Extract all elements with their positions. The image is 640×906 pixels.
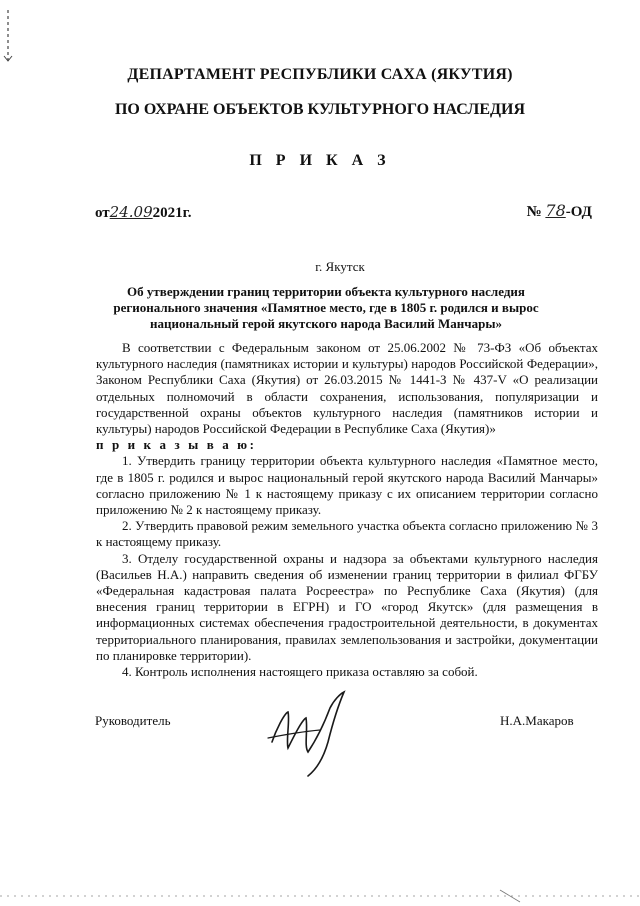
preamble: В соответствии с Федеральным законом от 25.06.2002 № 73-ФЗ «Об объектах культурного наследия (памятниках истории и культуры) народов Российской Федерации», Законом Республики Саха (Якутия) от 26.03.2015 № 1441-З № 437-V «О реализации отдельных полномочий в области сохранения, использования, популяризации и государственной охраны объектов культурного наследия (памятников истории и культуры) народов Российской Федерации в Республике Саха (Якутия)» bbox=[96, 340, 598, 437]
date-prefix: от bbox=[95, 205, 110, 221]
scan-edge-noise bbox=[0, 886, 640, 906]
decree-word: п р и к а з ы в а ю: bbox=[96, 437, 257, 453]
item-3: 3. Отделу государственной охраны и надзора за объектами культурного наследия (Васильев Н.А.) направить сведения об изменении границ территории в филиал ФГБУ «Федеральная кадастровая палата Росреестра» по Республике Саха (Якутия) (для внесения границ территории в ЕГРН) и ГО «город Якутск» (для размещения в информационных системах обеспечения градостроительной деятельности, в документах территориального планирования, правилах землепользования и застройки, документации по планировке территории). bbox=[96, 550, 598, 663]
order-subject: Об утверждении границ территории объекта культурного наследия регионального значения «Памятное место, где в 1805 г. родился и вырос национальный герой якутского народа Василий Манчары» bbox=[113, 284, 539, 331]
department-title-line2: ПО ОХРАНЕ ОБЪЕКТОВ КУЛЬТУРНОГО НАСЛЕДИЯ bbox=[114, 101, 526, 118]
number-handwritten: 78 bbox=[545, 201, 566, 220]
item-1: 1. Утвердить границу территории объекта культурного наследия «Памятное место, где в 1805 г. родился и вырос национальный герой якутского народа Василий Манчары» согласно приложению № 1 к настоящему приказу с их описанием территории согласно приложению № 2 к настоящему приказу. bbox=[96, 453, 598, 518]
signatory-role: Руководитель bbox=[95, 713, 171, 728]
document-type: П Р И К А З bbox=[249, 152, 391, 169]
item-4: 4. Контроль исполнения настоящего приказа оставляю за собой. bbox=[122, 664, 478, 680]
number-prefix: № bbox=[526, 204, 542, 220]
order-date bbox=[95, 203, 192, 222]
date-suffix: 2021г. bbox=[152, 205, 192, 221]
order-number bbox=[527, 201, 592, 221]
department-title-line1: ДЕПАРТАМЕНТ РЕСПУБЛИКИ САХА (ЯКУТИЯ) bbox=[127, 66, 513, 83]
city: г. Якутск bbox=[315, 259, 365, 274]
date-handwritten: 24.09 bbox=[109, 203, 153, 221]
handwritten-signature bbox=[258, 690, 368, 780]
item-2: 2. Утвердить правовой режим земельного участка объекта согласно приложению № 3 к настоящему приказу. bbox=[96, 518, 598, 550]
scan-mark bbox=[2, 8, 14, 63]
signatory-name: Н.А.Макаров bbox=[500, 713, 574, 728]
order-body bbox=[96, 340, 598, 680]
number-suffix: -ОД bbox=[565, 204, 592, 220]
